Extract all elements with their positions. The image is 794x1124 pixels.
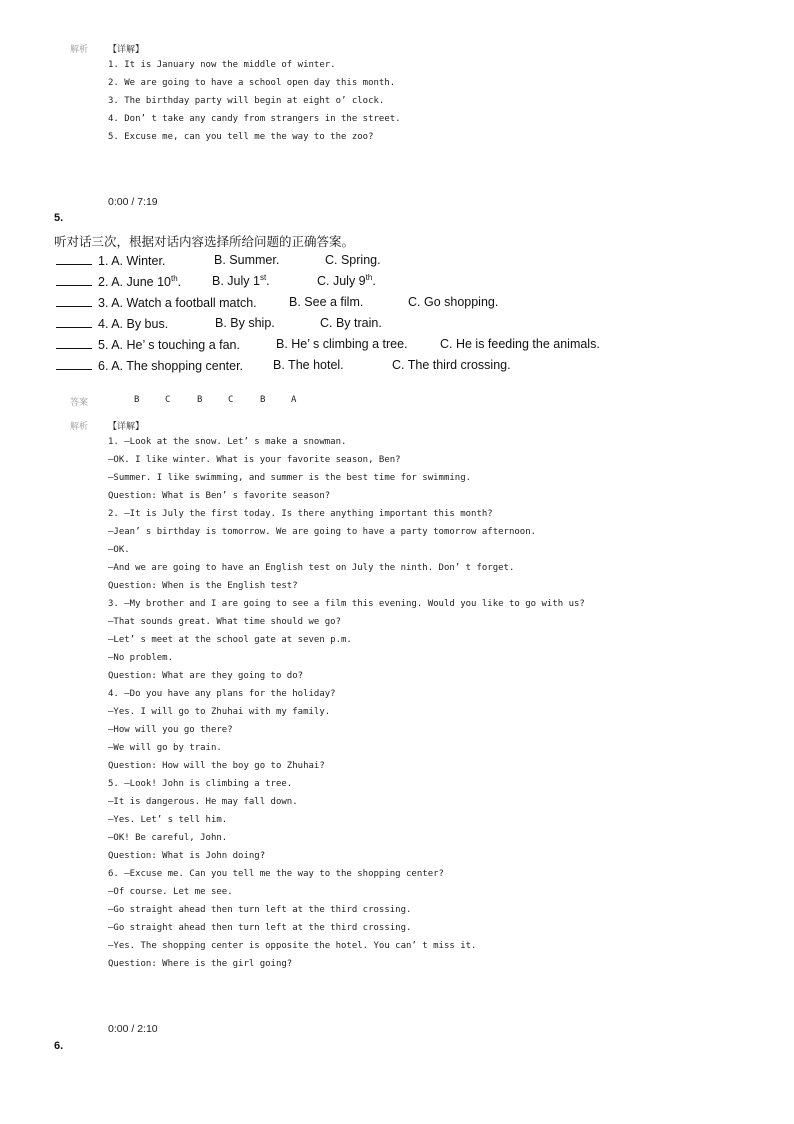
answer-blank[interactable] xyxy=(56,253,92,265)
transcript-line: —That sounds great. What time should we go? xyxy=(108,617,341,627)
detail-label: 【详解】 xyxy=(108,422,145,432)
option-a: 6. A. The shopping center. xyxy=(98,359,244,373)
option-c: C. Spring. xyxy=(325,253,381,267)
answer-value: B xyxy=(260,395,266,405)
audio-player-time[interactable]: 0:00 / 7:19 xyxy=(108,196,158,208)
question-row xyxy=(56,274,181,289)
answer-value: C xyxy=(228,395,234,405)
transcript-line: —We will go by train. xyxy=(108,743,222,753)
transcript-line: 3. —My brother and I are going to see a film this evening. Would you like to go with us? xyxy=(108,599,585,609)
answer-value: B xyxy=(197,395,203,405)
transcript-line: —Go straight ahead then turn left at the third crossing. xyxy=(108,905,412,915)
option-c: C. July 9th. xyxy=(317,272,376,288)
analysis-label: 解析 xyxy=(70,422,89,432)
transcript-line: —Let’ s meet at the school gate at seven p.m. xyxy=(108,635,352,645)
transcript-line: —It is dangerous. He may fall down. xyxy=(108,797,298,807)
transcript-line: Question: What are they going to do? xyxy=(108,671,304,681)
option-a: 3. A. Watch a football match. xyxy=(98,296,257,310)
option-a: 5. A. He’ s touching a fan. xyxy=(98,338,240,352)
transcript-line: 6. —Excuse me. Can you tell me the way to the shopping center? xyxy=(108,869,444,879)
transcript-line: Question: When is the English test? xyxy=(108,581,298,591)
transcript-line: —And we are going to have an English test on July the ninth. Don’ t forget. xyxy=(108,563,515,573)
transcript-line: —Go straight ahead then turn left at the third crossing. xyxy=(108,923,412,933)
option-b: B. Summer. xyxy=(214,253,280,267)
option-c: C. Go shopping. xyxy=(408,295,499,309)
answer-value: C xyxy=(165,395,171,405)
transcript-line: 2. —It is July the first today. Is there anything important this month? xyxy=(108,509,493,519)
question-row xyxy=(56,295,257,310)
analysis-line: 1. It is January now the middle of winter. xyxy=(108,60,336,70)
transcript-line: —Yes. I will go to Zhuhai with my family. xyxy=(108,707,331,717)
audio-player-time[interactable]: 0:00 / 2:10 xyxy=(108,1023,158,1035)
option-b: B. July 1st. xyxy=(212,272,270,288)
transcript-line: Question: What is Ben’ s favorite season? xyxy=(108,491,331,501)
answer-blank[interactable] xyxy=(56,295,92,307)
transcript-line: —Yes. Let’ s tell him. xyxy=(108,815,228,825)
answer-value: A xyxy=(291,395,297,405)
transcript-line: —Of course. Let me see. xyxy=(108,887,233,897)
transcript-line: —No problem. xyxy=(108,653,174,663)
option-a: 2. A. June 10th. xyxy=(98,273,182,289)
transcript-line: —Summer. I like swimming, and summer is the best time for swimming. xyxy=(108,473,472,483)
transcript-line: —Jean’ s birthday is tomorrow. We are going to have a party tomorrow afternoon. xyxy=(108,527,537,537)
question-row xyxy=(56,316,168,331)
option-b: B. See a film. xyxy=(289,295,364,309)
question-number: 6. xyxy=(54,1040,64,1052)
answer-blank[interactable] xyxy=(56,358,92,370)
transcript-line: —OK. xyxy=(108,545,130,555)
detail-label: 【详解】 xyxy=(108,45,145,55)
question-number: 5. xyxy=(54,212,64,224)
option-c: C. By train. xyxy=(320,316,382,330)
transcript-line: 5. —Look! John is climbing a tree. xyxy=(108,779,293,789)
transcript-line: —Yes. The shopping center is opposite the hotel. You can’ t miss it. xyxy=(108,941,477,951)
option-a: 1. A. Winter. xyxy=(98,254,166,268)
transcript-line: Question: Where is the girl going? xyxy=(108,959,293,969)
answer-label: 答案 xyxy=(70,398,89,408)
option-b: B. By ship. xyxy=(215,316,275,330)
question-row xyxy=(56,337,240,352)
option-b: B. He’ s climbing a tree. xyxy=(276,337,408,351)
analysis-line: 5. Excuse me, can you tell me the way to the zoo? xyxy=(108,132,374,142)
transcript-line: 4. —Do you have any plans for the holiday? xyxy=(108,689,336,699)
question-row xyxy=(56,358,243,373)
transcript-line: —OK! Be careful, John. xyxy=(108,833,228,843)
option-c: C. The third crossing. xyxy=(392,358,511,372)
question-instruction: 听对话三次，根据对话内容选择所给问题的正确答案。 xyxy=(54,235,355,249)
answer-blank[interactable] xyxy=(56,274,92,286)
transcript-line: 1. —Look at the snow. Let’ s make a snowman. xyxy=(108,437,347,447)
analysis-line: 4. Don’ t take any candy from strangers in the street. xyxy=(108,114,401,124)
answer-blank[interactable] xyxy=(56,337,92,349)
transcript-line: Question: What is John doing? xyxy=(108,851,266,861)
question-row xyxy=(56,253,165,268)
transcript-line: —OK. I like winter. What is your favorite season, Ben? xyxy=(108,455,401,465)
answer-blank[interactable] xyxy=(56,316,92,328)
option-c: C. He is feeding the animals. xyxy=(440,337,600,351)
option-a: 4. A. By bus. xyxy=(98,317,169,331)
option-b: B. The hotel. xyxy=(273,358,344,372)
transcript-line: Question: How will the boy go to Zhuhai? xyxy=(108,761,325,771)
analysis-line: 3. The birthday party will begin at eight o’ clock. xyxy=(108,96,385,106)
answer-value: B xyxy=(134,395,140,405)
analysis-line: 2. We are going to have a school open day this month. xyxy=(108,78,396,88)
analysis-label: 解析 xyxy=(70,45,89,55)
transcript-line: —How will you go there? xyxy=(108,725,233,735)
